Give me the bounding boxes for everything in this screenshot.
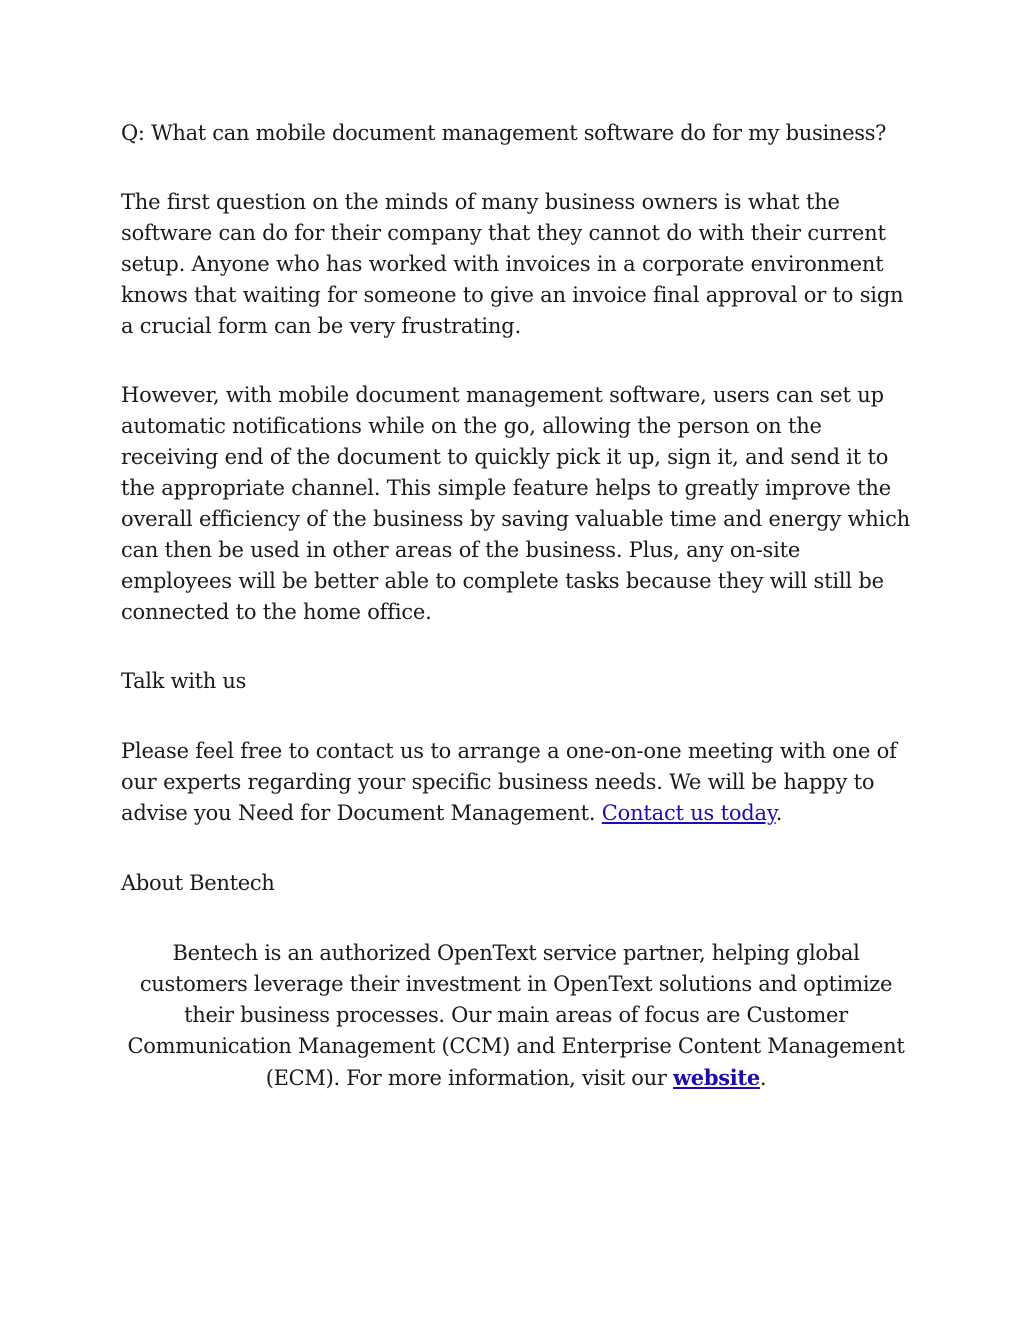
need-for-document-management-text: Need for Document Management [237,801,589,825]
question-heading: Q: What can mobile document management software do for my business? [121,121,887,145]
contact-text: Please feel free to contact us to arrange a one-on-one meeting with one of our experts regarding your specific business needs. We will be happy to advise you [121,739,897,825]
paragraph-benefits: However, with mobile document management software, users can set up automatic notifications while on the go, allowing the person on the receiving end of the document to quickly pick it up, sign it, and send it to the appropriate channel. This simple feature helps to greatly improve the overall efficiency of the business by saving valuable time and energy which can then be used in other areas of the business. Plus, any on-site employees will be better able to complete tasks because they will still be connected to the home office. [121,383,910,624]
contact-us-today-link[interactable]: Contact us today [601,801,776,825]
contact-separator: . [588,801,602,825]
paragraph-intro: The first question on the minds of many business owners is what the software can do for their company that they cannot do with their current setup. Anyone who has worked with invoices in a corporate environment knows that waiting for someone to give an invoice final approval or to sign a crucial form can be very frustrating. [121,190,904,338]
paragraph-contact [121,736,911,829]
about-end: . [759,1066,767,1090]
about-text: Bentech is an authorized OpenText service partner, helping global customers leverage their investment in OpenText solutions and optimize their business processes. Our main areas of focus are Customer Communication Management (CCM) and Enterprise Content Management (ECM). For more information, visit our [127,941,905,1090]
talk-with-us-heading: Talk with us [121,669,247,693]
document-page [121,118,911,1094]
website-link[interactable]: website [673,1065,760,1090]
paragraph-about [121,938,911,1094]
about-bentech-heading: About Bentech [121,871,275,895]
contact-end: . [775,801,783,825]
